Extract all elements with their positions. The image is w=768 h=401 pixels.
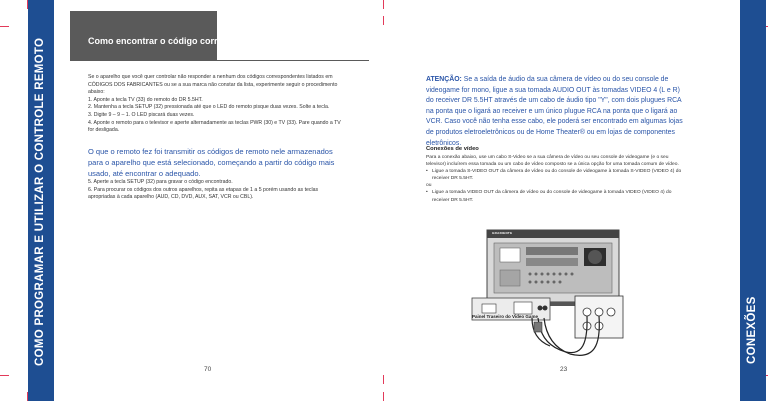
- step-6: 6. Para procurar os códigos dos outros aparelhos, repita as etapas de 1 a 5 porém usando as teclas apropriadas à cada aparelho (AUD, CD, DVD, AUX, SAT, VCR ou CBL).: [88, 186, 319, 201]
- attention-label: ATENÇÃO:: [426, 76, 462, 83]
- left-side-tab: [28, 0, 54, 401]
- steps-continued: [88, 179, 344, 202]
- connection-diagram: [470, 222, 640, 370]
- crop-mark: [383, 16, 384, 25]
- receiver-brand: GRADIENTE: [492, 231, 513, 235]
- title-divider: [70, 60, 369, 61]
- section-title: Como encontrar o código correto: [88, 36, 232, 46]
- or-text: ou: [426, 183, 432, 189]
- intro-paragraph: [88, 74, 344, 135]
- right-page-number: 23: [560, 366, 568, 373]
- right-side-tab-label: CONEXÕES: [746, 296, 758, 364]
- highlight-paragraph: [88, 146, 344, 179]
- step-3: 3. Digite 9 – 9 – 1. O LED piscará duas vezes.: [88, 111, 195, 118]
- video-connections-heading: Conexões de vídeo: [426, 146, 479, 152]
- bullet-svideo: • Ligue a tomada S-VIDEO OUT da câmera de vídeo ou do console de videogame à tomada S-VIDEO (VIDEO 4) do receiver DR 5.5HT.: [426, 168, 688, 182]
- bullet-video: • Ligue a tomada VIDEO OUT da câmera de vídeo ou do console de videogame à tomada VIDEO (VIDEO 4) do receiver DR 5.5HT.: [426, 189, 688, 203]
- receiver-illustration: [487, 230, 619, 306]
- highlight-text: O que o remoto fez foi transmitir os códigos de remoto nele armazenados para o aparelho que está selecionado, começando a partir do código mais usado, até encontrar o adequado.: [88, 147, 335, 178]
- step-1: 1. Aponte a tecla TV (33) do remoto do DR 5.5HT.: [88, 96, 203, 103]
- crop-mark: [0, 26, 9, 27]
- video-instructions: [426, 154, 688, 204]
- attention-text: Se a saída de áudio da sua câmera de vídeo ou do seu console de videogame for mono, ligue a sua tomada AUDIO OUT às tomadas VIDEO 4 (L e R) do receiver DR 5.5HT através de um cabo de áudio tipo "Y", com dois plugues RCA na ponta que o ligará ao receiver e um único plugue RCA na ponta que o ligará ao VCR. Caso você não tenha esse cabo, ele poderá ser encontrado em algumas lojas de produtos eletroeletrônicos ou de Home Theater® ou em lojas de componentes eletrônicos.: [426, 76, 683, 147]
- step-5: 5. Aperte a tecla SETUP (32) para gravar o código encontrado.: [88, 179, 233, 185]
- crop-mark: [383, 392, 384, 401]
- crop-mark: [383, 0, 384, 9]
- attention-paragraph: [426, 75, 688, 149]
- step-4: 4. Aponte o remoto para o televisor e aperte alternadamente as teclas PWR (30) e TV (33). Pare quando a TV for desligada.: [88, 119, 341, 134]
- step-2: 2. Mantenha a tecla SETUP (32) pressionada até que o LED do remoto pisque duas vezes. Solte a tecla.: [88, 104, 330, 111]
- video-intro: Para a conexão abaixo, use um cabo S-Video se a sua câmera de vídeo ou seu console de videogame (e o seu televisor) incluírem essa tomada ou um cabo de vídeo composto se a única opção for uma tomada comum de vídeo.: [426, 155, 679, 168]
- diagram-caption: Painel Traseiro do Video Game: [472, 314, 538, 319]
- intro-text: Se o aparelho que você quer controlar não responder a nenhum dos códigos correspondentes listados em CÓDIGOS DOS FABRICANTES ou se a sua marca não constar da lista, experimente seguir o procedimento abaixo:: [88, 74, 338, 96]
- crop-mark: [383, 375, 384, 384]
- right-side-tab: [740, 0, 766, 401]
- left-page-number: 70: [204, 366, 212, 373]
- left-side-tab-label: COMO PROGRAMAR E UTILIZAR O CONTROLE REMOTO: [34, 37, 46, 366]
- crop-mark: [0, 375, 9, 376]
